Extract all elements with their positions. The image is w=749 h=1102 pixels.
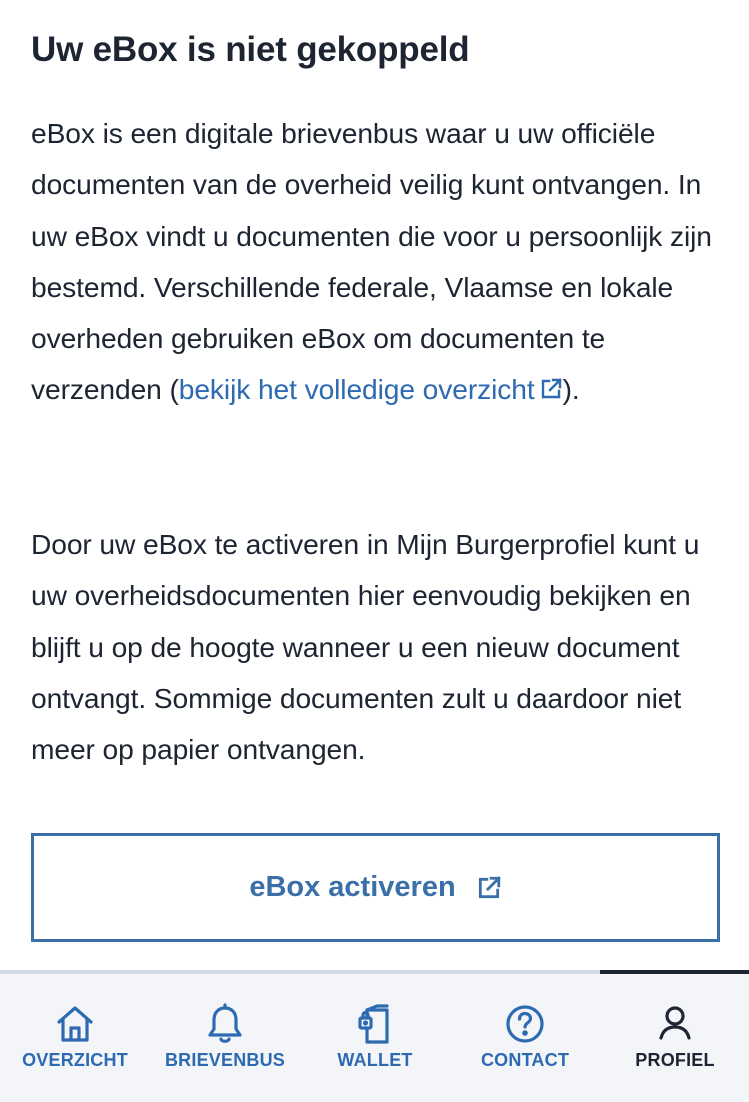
activate-ebox-button[interactable] xyxy=(31,833,720,942)
tab-profiel[interactable] xyxy=(600,974,749,1102)
external-link-icon xyxy=(476,875,502,901)
activation-paragraph: Door uw eBox te activeren in Mijn Burgerprofiel kunt u uw overheidsdocumenten hier eenvoudig bekijken en blijft u op de hoogte wanneer u een nieuw document ontvangt. Sommige documenten zult u daardoor niet meer op papier ontvangen. xyxy=(31,528,700,766)
activate-ebox-label: eBox activeren xyxy=(249,871,456,903)
tab-label: BRIEVENBUS xyxy=(164,1050,286,1070)
tab-label: CONTACT xyxy=(480,1050,570,1070)
help-circle-icon xyxy=(503,1002,547,1046)
tab-wallet[interactable] xyxy=(300,974,450,1102)
page-title: Uw eBox is niet gekoppeld xyxy=(31,30,470,69)
tab-brievenbus[interactable] xyxy=(150,974,300,1102)
tab-overzicht[interactable] xyxy=(0,974,150,1102)
tab-label: WALLET xyxy=(337,1050,413,1070)
intro-text: eBox is een digitale brievenbus waar u uw officiële documenten van de overheid veilig kunt ontvangen. In uw eBox vindt u documenten die voor u persoonlijk zijn bestemd. Verschillende federale, Vlaamse en lokale overheden gebruiken eBox om documenten te verzenden ( xyxy=(31,117,712,406)
external-link-icon xyxy=(539,377,563,401)
home-icon xyxy=(53,1002,97,1046)
bottom-tab-bar xyxy=(0,970,749,1102)
bell-icon xyxy=(203,1002,247,1046)
tab-label: PROFIEL xyxy=(635,1050,715,1070)
intro-paragraph xyxy=(31,108,721,416)
intro-text-end: ). xyxy=(562,373,580,406)
user-icon xyxy=(653,1002,697,1046)
overview-link-label: bekijk het volledige overzicht xyxy=(178,373,535,406)
tab-label: OVERZICHT xyxy=(22,1050,128,1070)
overview-link[interactable] xyxy=(179,373,563,405)
tab-contact[interactable] xyxy=(450,974,600,1102)
wallet-icon xyxy=(353,1002,397,1046)
